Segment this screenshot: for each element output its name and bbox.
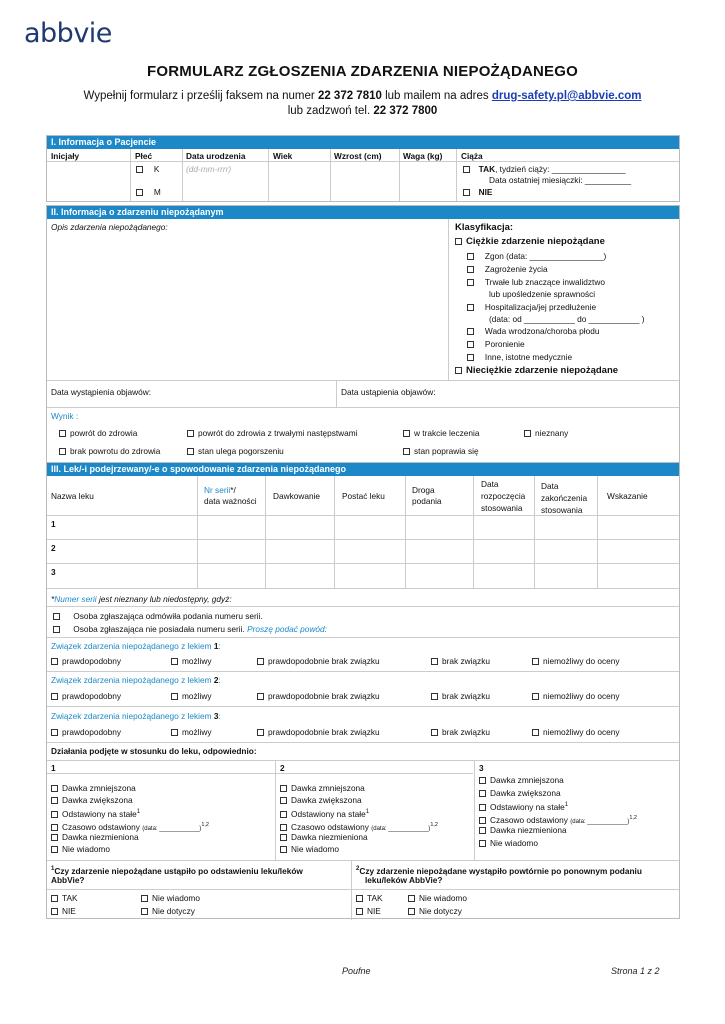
col-route-1: Droga [412,485,435,495]
col-end-1: Data [541,481,559,491]
col-sex: Płeć [135,151,153,161]
drug-row-1: 1 [51,519,56,529]
col-drug-name: Nazwa leku [51,491,94,501]
rechallenge-question-2: leku/leków AbbVie? [365,875,443,885]
a3-unchanged[interactable]: Dawka niezmieniona [479,825,567,835]
rel3-probable[interactable]: prawdopodobny [51,727,121,737]
q2-tak[interactable]: TAK [356,893,383,903]
rel1-probable[interactable]: prawdopodobny [51,656,121,666]
outcome-improving[interactable]: stan poprawia się [403,446,479,456]
dechallenge-question-2: AbbVie? [51,875,85,885]
q2-na[interactable]: Nie dotyczy [408,906,462,916]
rel2-unassessable[interactable]: niemożliwy do oceny [532,691,620,701]
footer-page-number: Strona 1 z 2 [611,966,660,976]
col-batch: Nr serii*/ [204,485,236,495]
intro-line-2: lub zadzwoń tel. 22 372 7800 [287,105,438,117]
outcome-not-recovered[interactable]: brak powrotu do zdrowia [59,446,160,456]
action-col-1: 1 [51,763,56,773]
q1-na[interactable]: Nie dotyczy [141,906,195,916]
col-form: Postać leku [342,491,385,501]
sex-k-checkbox[interactable]: K [136,164,159,174]
rel3-possible[interactable]: możliwy [171,727,212,737]
disability-checkbox[interactable]: Trwałe lub znaczące inwalidztwo [467,277,605,287]
relation-1-label: Związek zdarzenia niepożądanego z lekiem 1: [51,641,221,651]
rel3-prob-none[interactable]: prawdopodobnie brak związku [257,727,380,737]
q1-tak[interactable]: TAK [51,893,78,903]
action-col-3: 3 [479,763,484,773]
a1-withdrawn[interactable]: Odstawiony na stałe$^1$ [51,807,140,819]
a2-dose-increased[interactable]: Dawka zwiększona [280,795,362,805]
col-initials: Inicjały [51,151,80,161]
preg-nie-checkbox[interactable]: NIE [463,187,492,197]
drug-row-2: 2 [51,543,56,553]
rel1-none[interactable]: brak związku [431,656,490,666]
rechallenge-question: $^2$Czy zdarzenie niepożądane wystąpiło powtórnie po ponownym podaniu [356,865,642,876]
relation-2-label: Związek zdarzenia niepożądanego z lekiem 2: [51,675,221,685]
col-weight: Waga (kg) [403,151,443,161]
col-pregnancy: Ciąża [461,151,483,161]
outcome-worsening[interactable]: stan ulega pogorszeniu [187,446,284,456]
batch-unavailable-checkbox[interactable]: Osoba zgłaszająca nie posiadała numeru serii. Proszę podać powód: [53,624,327,634]
a2-unchanged[interactable]: Dawka niezmieniona [280,832,368,842]
col-age: Wiek [273,151,293,161]
classification-label: Klasyfikacja: [455,222,514,233]
rel2-prob-none[interactable]: prawdopodobnie brak związku [257,691,380,701]
batch-refused-checkbox[interactable]: Osoba zgłaszająca odmówiła podania numeru serii. [53,611,263,621]
col-indication: Wskazanie [607,491,648,501]
hospitalization-dates: (data: od ___________ do ___________ ) [489,314,645,324]
col-dob: Data urodzenia [186,151,246,161]
col-start-3: stosowania [481,503,523,513]
col-start-1: Data [481,479,499,489]
rel2-probable[interactable]: prawdopodobny [51,691,121,701]
a3-withdrawn[interactable]: Odstawiony na stałe$^1$ [479,800,568,812]
a2-withdrawn[interactable]: Odstawiony na stałe$^1$ [280,807,369,819]
a3-dose-increased[interactable]: Dawka zwiększona [479,788,561,798]
rel3-unassessable[interactable]: niemożliwy do oceny [532,727,620,737]
outcome-treatment[interactable]: w trakcie leczenia [403,428,479,438]
section-3-band: III. Lek/-i podejrzewany/-e o spowodowanie zdarzenia niepożądanego [47,463,679,476]
a2-dose-reduced[interactable]: Dawka zmniejszona [280,783,365,793]
q1-nie[interactable]: NIE [51,906,76,916]
onset-date-label: Data wystąpienia objawów: [51,387,152,397]
intro-line-1: Wypełnij formularz i prześlij faksem na numer 22 372 7810 lub mailem na adres drug-safety.pl@abbvie.com [83,90,642,102]
a2-unknown[interactable]: Nie wiadomo [280,844,339,854]
relation-3-label: Związek zdarzenia niepożądanego z lekiem 3: [51,711,221,721]
email-link[interactable]: drug-safety.pl@abbvie.com [491,90,642,102]
sex-m-checkbox[interactable]: M [136,187,161,197]
col-dosage: Dawkowanie [273,491,321,501]
a1-dose-increased[interactable]: Dawka zwiększona [51,795,133,805]
dob-placeholder[interactable]: (dd-mm-rrrr) [186,164,232,174]
a3-unknown[interactable]: Nie wiadomo [479,838,538,848]
actions-label: Działania podjęte w stosunku do leku, odpowiednio: [51,746,257,756]
preg-tak-checkbox[interactable]: TAK, tydzień ciąży: ________________ [463,164,626,174]
a2-temp-withdrawn[interactable]: Czasowo odstawiony (data: ____________)$^{1,2}$ [280,820,438,834]
col-expiry: data ważności [204,496,257,506]
a1-dose-reduced[interactable]: Dawka zmniejszona [51,783,136,793]
disability-cont: lub upośledzenie sprawności [489,289,596,299]
rel1-prob-none[interactable]: prawdopodobnie brak związku [257,656,380,666]
congenital-checkbox[interactable]: Wada wrodzona/choroba płodu [467,326,599,336]
action-col-2: 2 [280,763,285,773]
form-title: FORMULARZ ZGŁOSZENIA ZDARZENIA NIEPOŻĄDANEGO [146,63,578,80]
miscarriage-checkbox[interactable]: Poronienie [467,339,525,349]
rel1-possible[interactable]: możliwy [171,656,212,666]
death-checkbox[interactable]: Zgon (data: ________________) [467,251,606,261]
q1-unknown[interactable]: Nie wiadomo [141,893,200,903]
section-1-band: I. Informacja o Pacjencie [47,136,679,149]
patient-section [46,135,680,202]
col-height: Wzrost (cm) [334,151,382,161]
preg-last-period: Data ostatniej miesiączki: __________ [489,175,632,185]
outcome-recovered[interactable]: powrót do zdrowia [59,428,137,438]
a1-unknown[interactable]: Nie wiadomo [51,844,110,854]
serious-checkbox[interactable]: Ciężkie zdarzenie niepożądane [455,237,605,247]
dechallenge-question: $^1$Czy zdarzenie niepożądane ustąpiło po odstawieniu leku/leków [51,865,303,876]
outcome-recovered-sequelae[interactable]: powrót do zdrowia z trwałymi następstwami [187,428,358,438]
abbvie-logo: abbvie [24,18,112,49]
outcome-label: Wynik : [51,411,79,421]
event-description-label: Opis zdarzenia niepożądanego: [51,222,168,232]
a3-temp-withdrawn[interactable]: Czasowo odstawiony (data: ____________)$^{1,2}$ [479,813,637,827]
section-2-band: II. Informacja o zdarzeniu niepożądanym [47,206,679,219]
a1-unchanged[interactable]: Dawka niezmieniona [51,832,139,842]
drug-section [46,462,680,919]
hospitalization-checkbox[interactable]: Hospitalizacja/jej przedłużenie [467,302,596,312]
col-start-2: rozpoczęcia [481,491,526,501]
life-threat-checkbox[interactable]: Zagrożenie życia [467,264,548,274]
other-medical-checkbox[interactable]: Inne, istotne medycznie [467,352,572,362]
q2-unknown[interactable]: Nie wiadomo [408,893,467,903]
event-section [46,205,680,463]
a1-temp-withdrawn[interactable]: Czasowo odstawiony (data: ____________)$^{1,2}$ [51,820,209,834]
outcome-unknown[interactable]: nieznany [524,428,568,438]
rel2-none[interactable]: brak związku [431,691,490,701]
col-end-2: zakończenia [541,493,588,503]
q2-nie[interactable]: NIE [356,906,381,916]
batch-note: *Numer serii jest nieznany lub niedostępny, gdyż: [51,594,232,604]
rel2-possible[interactable]: możliwy [171,691,212,701]
col-route-2: podania [412,496,442,506]
nonserious-checkbox[interactable]: Nieciężkie zdarzenie niepożądane [455,366,618,376]
drug-row-3: 3 [51,567,56,577]
col-end-3: stosowania [541,505,583,515]
rel1-unassessable[interactable]: niemożliwy do oceny [532,656,620,666]
rel3-none[interactable]: brak związku [431,727,490,737]
resolved-date-label: Data ustąpienia objawów: [341,387,436,397]
a3-dose-reduced[interactable]: Dawka zmniejszona [479,775,564,785]
footer-confidential: Poufne [342,966,371,976]
